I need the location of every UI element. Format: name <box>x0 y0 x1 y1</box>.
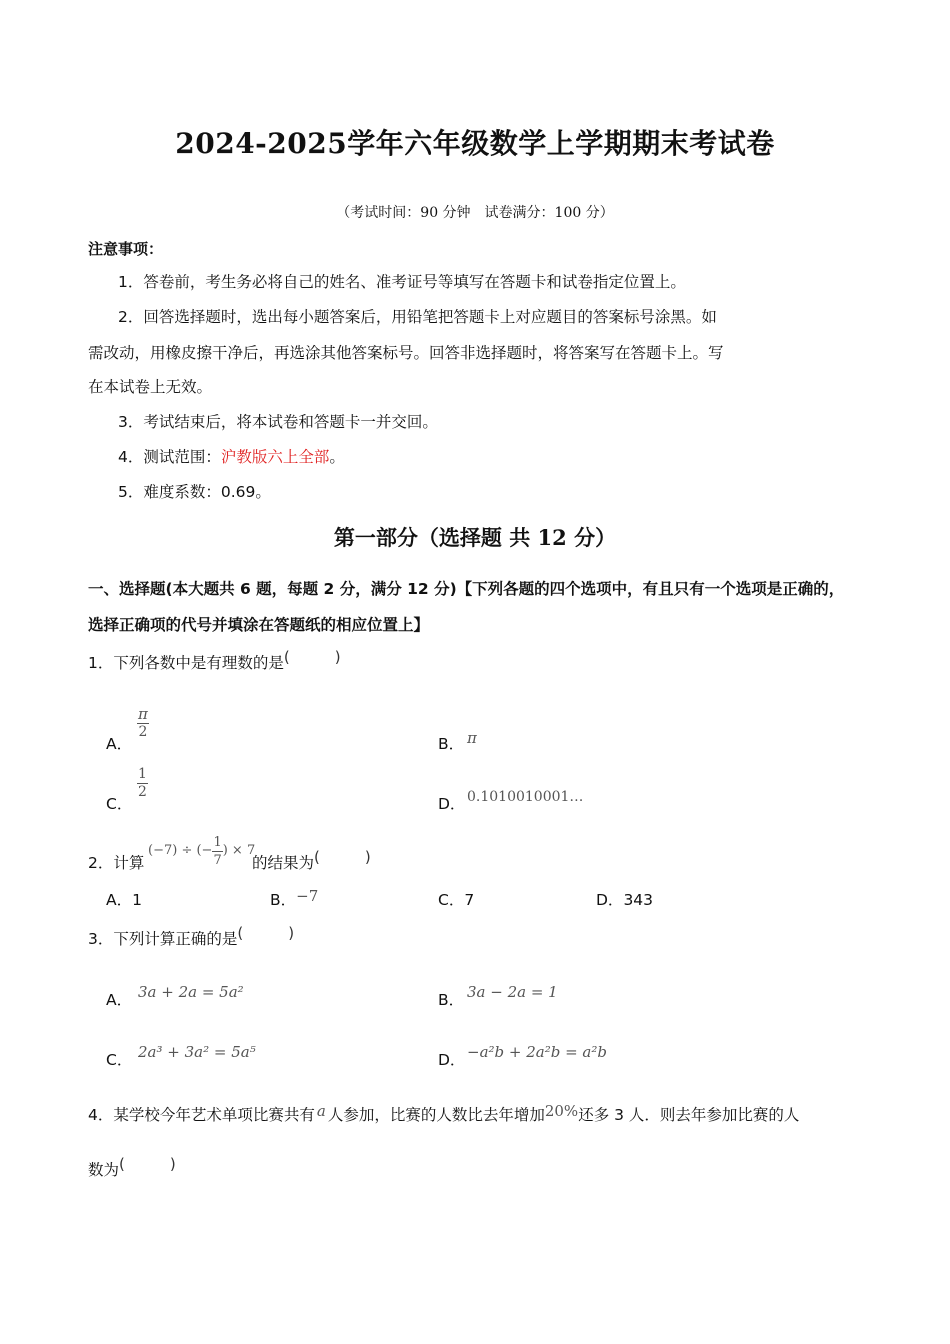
note-1: 1．答卷前，考生务必将自己的姓名、准考证号等填写在答题卡和试卷指定位置上。 <box>118 273 686 291</box>
q1-option-d-value: 0.1010010001… <box>467 789 584 805</box>
q3-option-a-label: A． <box>106 991 133 1009</box>
q2-option-a <box>106 888 142 910</box>
q2-expr-numerator: 1 <box>213 835 222 850</box>
q1-c-denominator: 2 <box>138 784 147 800</box>
note-2-line-2: 需改动，用橡皮擦干净后，再选涂其他答案标号。回答非选择题时，将答案写在答题卡上。写 <box>88 344 724 362</box>
q1-option-b-label: B． <box>438 735 465 753</box>
q3-stem-text: 3．下列计算正确的是 <box>88 930 238 948</box>
q2-d-value: 343 <box>623 891 654 909</box>
q1-option-a-fraction <box>137 706 149 741</box>
q4-percent: 20% <box>544 1102 579 1120</box>
q2-option-c <box>438 888 474 910</box>
q1-a-denominator: 2 <box>138 724 148 740</box>
section-title: 第一部分（选择题 共 12 分） <box>333 525 617 550</box>
note-3: 3．考试结束后，将本试卷和答题卡一并交回。 <box>118 413 438 431</box>
note-5: 5．难度系数：0.69。 <box>118 483 271 501</box>
q1-a-numerator: π <box>138 705 148 723</box>
q2-stem-suffix <box>252 848 371 873</box>
q1-option-d-label: D． <box>438 795 466 813</box>
test-range: 沪教版六上全部 <box>220 448 330 466</box>
q2-expr-post: ) × 7 <box>222 843 256 858</box>
q4-stem-part-1: 4．某学校今年艺术单项比赛共有 <box>88 1106 315 1124</box>
q2-expression <box>148 834 255 869</box>
q1-answer-paren: ( ) <box>283 648 341 666</box>
q3-answer-paren: ( ) <box>237 924 295 942</box>
q2-option-b <box>270 888 318 910</box>
q1-option-a-label: A． <box>106 735 133 753</box>
q3-option-d-label: D． <box>438 1051 466 1069</box>
q2-option-d <box>596 888 653 910</box>
q2-d-label: D． <box>596 891 624 909</box>
q1-stem-text: 1．下列各数中是有理数的是 <box>88 654 284 672</box>
q3-option-b-label: B． <box>438 991 465 1009</box>
notes-heading: 注意事项： <box>88 240 164 258</box>
note-2-line-1: 2．回答选择题时，选出每小题答案后，用铅笔把答题卡上对应题目的答案标号涂黑。如 <box>118 308 717 326</box>
q2-answer-paren: ( ) <box>314 848 371 866</box>
page-title: 2024-2025学年六年级数学上学期期末考试卷 <box>175 127 775 160</box>
q2-b-label: B． <box>270 891 297 909</box>
q4-stem-line-2-text: 数为 <box>88 1161 120 1179</box>
q2-stem: 2．计算 <box>88 854 145 872</box>
section-intro-line-2: 选择正确项的代号并填涂在答题纸的相应位置上】 <box>88 616 430 634</box>
q2-expr-denominator: 7 <box>213 853 222 868</box>
q2-stem-suffix-text: 的结果为 <box>252 854 315 872</box>
q4-variable-a: a <box>316 1102 326 1120</box>
q1-option-b-value: π <box>467 729 477 747</box>
q3-option-d-value: −a²b + 2a²b = a²b <box>467 1043 607 1061</box>
q4-stem-line-2 <box>88 1155 176 1180</box>
q3-stem <box>88 924 295 949</box>
q4-stem-part-3: 还多 3 人．则去年参加比赛的人 <box>578 1106 800 1124</box>
note-4-prefix: 4．测试范围： <box>118 448 221 466</box>
exam-info: （考试时间：90 分钟 试卷满分：100 分） <box>336 205 614 221</box>
q3-option-c-value: 2a³ + 3a² = 5a⁵ <box>138 1043 256 1061</box>
q3-option-b-value: 3a − 2a = 1 <box>467 983 558 1001</box>
q2-expr-pre: (−7) ÷ (− <box>148 843 213 858</box>
q1-option-c-label: C． <box>106 795 133 813</box>
q3-option-a-value: 3a + 2a = 5a² <box>138 983 244 1001</box>
note-2-line-3: 在本试卷上无效。 <box>88 378 213 396</box>
q1-stem <box>88 648 341 673</box>
note-4 <box>118 445 345 467</box>
q4-answer-paren: ( ) <box>119 1155 176 1173</box>
q4-stem-part-2: 人参加，比赛的人数比去年增加 <box>327 1106 545 1124</box>
q2-c-label: C． <box>438 891 465 909</box>
q1-c-numerator: 1 <box>138 766 147 782</box>
q2-c-value: 7 <box>464 891 475 909</box>
section-intro-line-1: 一、选择题(本大题共 6 题，每题 2 分，满分 12 分)【下列各题的四个选项中，有且只有一个选项是正确的， <box>88 580 845 598</box>
note-4-suffix: 。 <box>329 448 345 466</box>
q2-b-value: −7 <box>296 887 319 905</box>
q2-a-label: A． <box>106 891 133 909</box>
q1-option-c-fraction <box>137 766 148 801</box>
q4-stem-line-1 <box>88 1103 799 1125</box>
q3-option-c-label: C． <box>106 1051 133 1069</box>
q2-a-value: 1 <box>132 891 142 909</box>
